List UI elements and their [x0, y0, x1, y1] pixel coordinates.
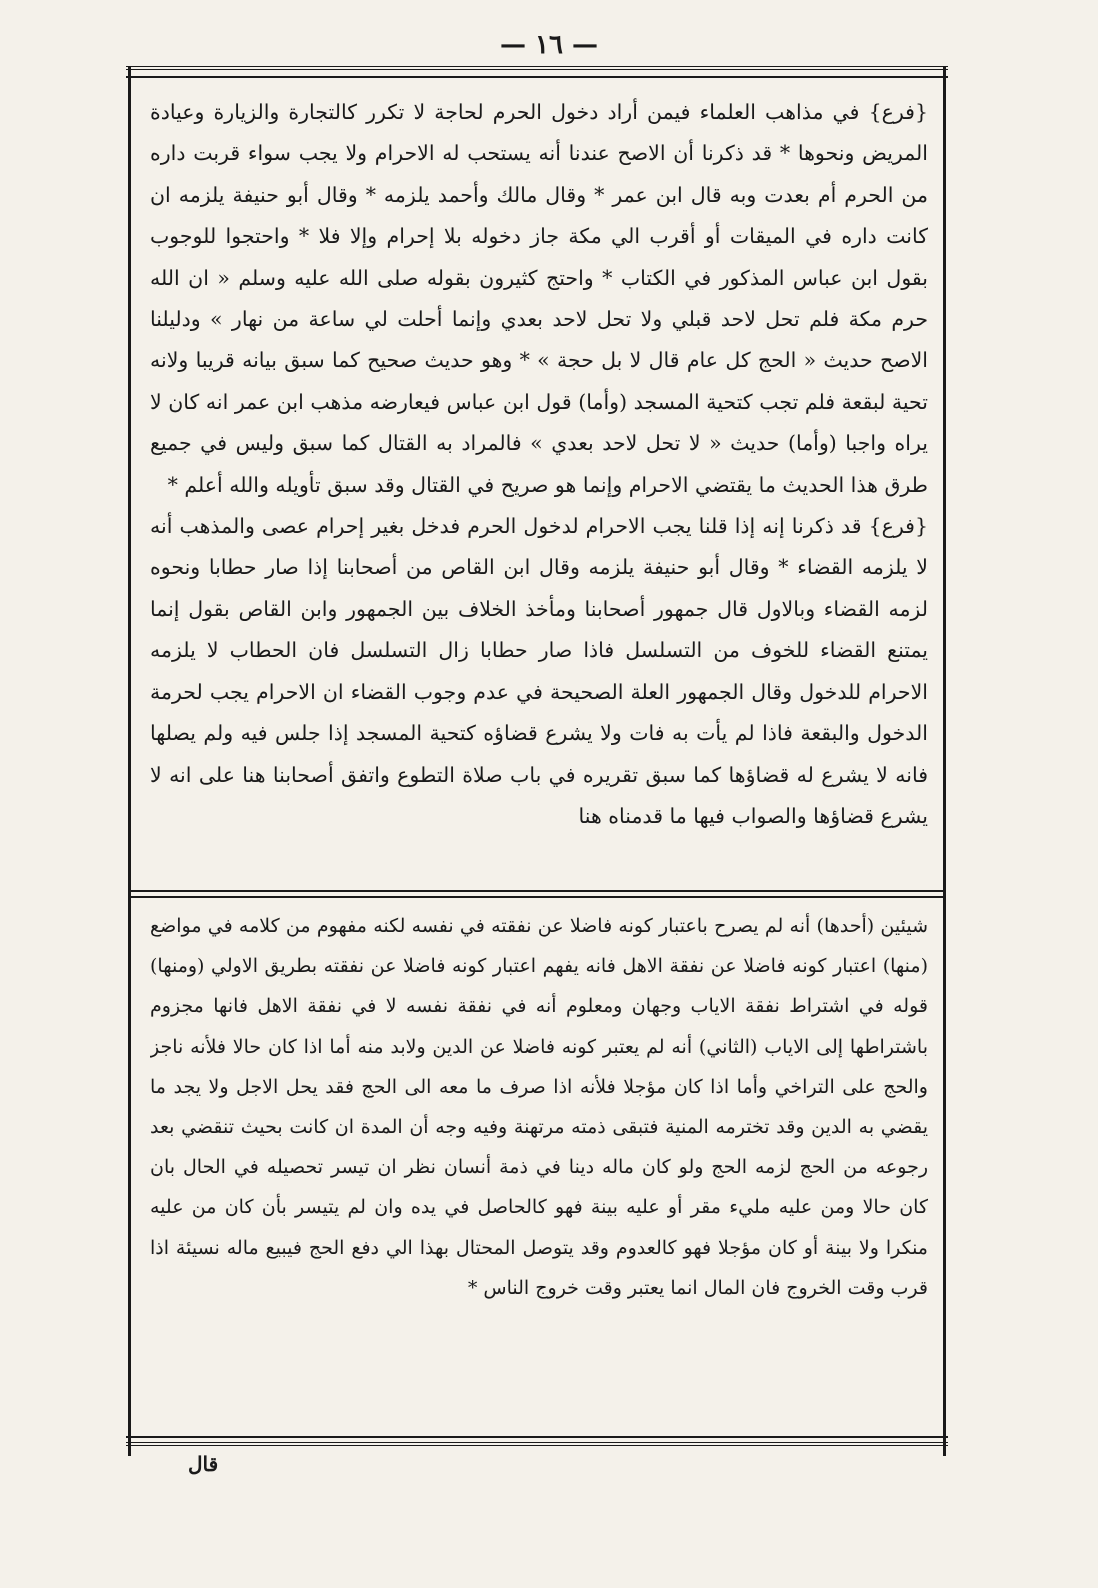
main-text	[150, 92, 928, 882]
paragraph-far-1: {فرع} في مذاهب العلماء فيمن أراد دخول الحرم لحاجة لا تكرر كالتجارة والزيارة وعيادة المريض ونحوها * قد ذكرنا أن الاصح عندنا أنه يستحب له الاحرام ولا يجب سواء قربت داره من الحرم أم بعدت وبه قال ابن عمر * وقال مالك وأحمد يلزمه * وقال أبو حنيفة يلزمه ان كانت داره في الميقات أو أقرب الي مكة جاز دخوله بلا إحرام وإلا فلا * واحتجوا للوجوب بقول ابن عباس المذكور في الكتاب * واحتج كثيرون بقوله صلى الله عليه وسلم « ان الله حرم مكة فلم تحل لاحد قبلي ولا تحل لاحد بعدي وإنما أحلت لي ساعة من نهار » ودليلنا الاصح حديث « الحج كل عام قال لا بل حجة » * وهو حديث صحيح كما سبق بيانه قريبا ولانه تحية لبقعة فلم تجب كتحية المسجد (وأما) قول ابن عباس فيعارضه مذهب ابن عمر انه كان لا يراه واجبا (وأما) حديث « لا تحل لاحد بعدي » فالمراد به القتال كما سبق وليس في جميع طرق هذا الحديث ما يقتضي الاحرام وإنما هو صريح في القتال وقد سبق تأويله والله أعلم *	[150, 100, 928, 497]
catchword: قال	[188, 1452, 219, 1476]
bottom-rule	[126, 1436, 948, 1446]
commentary-paragraph: شيئين (أحدها) أنه لم يصرح باعتبار كونه فاضلا عن نفقته في نفسه لكنه مفهوم من كلامه في مواضع (منها) اعتبار كونه فاضلا عن نفقة الاهل فانه يفهم اعتبار كونه فاضلا عن نفقته بطريق الاولي (ومنها) قوله في اشتراط نفقة الاياب وجهان ومعلوم أنه في نفقة نفسه لا في نفقة الاهل فانها مجزوم باشتراطها إلى الاياب (الثاني) أنه لم يعتبر كونه فاضلا عن الدين ولابد منه أما اذا كان حالا فلأنه ناجز والحج على التراخي وأما اذا كان مؤجلا فلأنه اذا صرف ما معه الى الحج فقد يحل الاجل ولا يجد ما يقضي به الدين وقد تخترمه المنية فتبقى ذمته مرتهنة وفيه وجه أن المدة ان كانت بحيث تنقضي بعد رجوعه من الحج لزمه الحج ولو كان ماله دينا في ذمة أنسان نظر ان تيسر تحصيله في الحال بان كان حالا ومن عليه مليء مقر أو عليه بينة فهو كالحاصل في يده وان لم يتيسر بأن كان من عليه منكرا ولا بينة أو كان مؤجلا فهو كالعدوم وقد يتوصل المحتال بهذا الي دفع الحج فيبيع ماله نسيئة اذا قرب وقت الخروج فان المال انما يعتبر وقت خروج الناس *	[150, 915, 928, 1299]
commentary-text	[150, 906, 928, 1426]
separator-rule	[130, 890, 944, 898]
page-number: — ١٦ —	[499, 30, 599, 60]
top-rule	[126, 66, 948, 78]
paragraph-far-2: {فرع} قد ذكرنا إنه إذا قلنا يجب الاحرام لدخول الحرم فدخل بغير إحرام عصى والمذهب أنه لا يلزمه القضاء * وقال أبو حنيفة يلزمه وقال ابن القاص من أصحابنا إذا صار حطابا ونحوه لزمه القضاء وبالاول قال جمهور أصحابنا ومأخذ الخلاف بين الجمهور وابن القاص بقول إنما يمتنع القضاء للخوف من التسلسل فاذا صار حطابا زال التسلسل فان الحطاب لا يلزمه الاحرام للدخول وقال الجمهور العلة الصحيحة في عدم وجوب القضاء ان الاحرام يجب لحرمة الدخول والبقعة فاذا لم يأت به فات ولا يشرع قضاؤه كتحية المسجد إذا جلس فيه ولم يصلها فانه لا يشرع له قضاؤها كما سبق تقريره في باب صلاة التطوع واتفق أصحابنا هنا على انه لا يشرع قضاؤها والصواب فيها ما قدمناه هنا	[150, 514, 928, 828]
